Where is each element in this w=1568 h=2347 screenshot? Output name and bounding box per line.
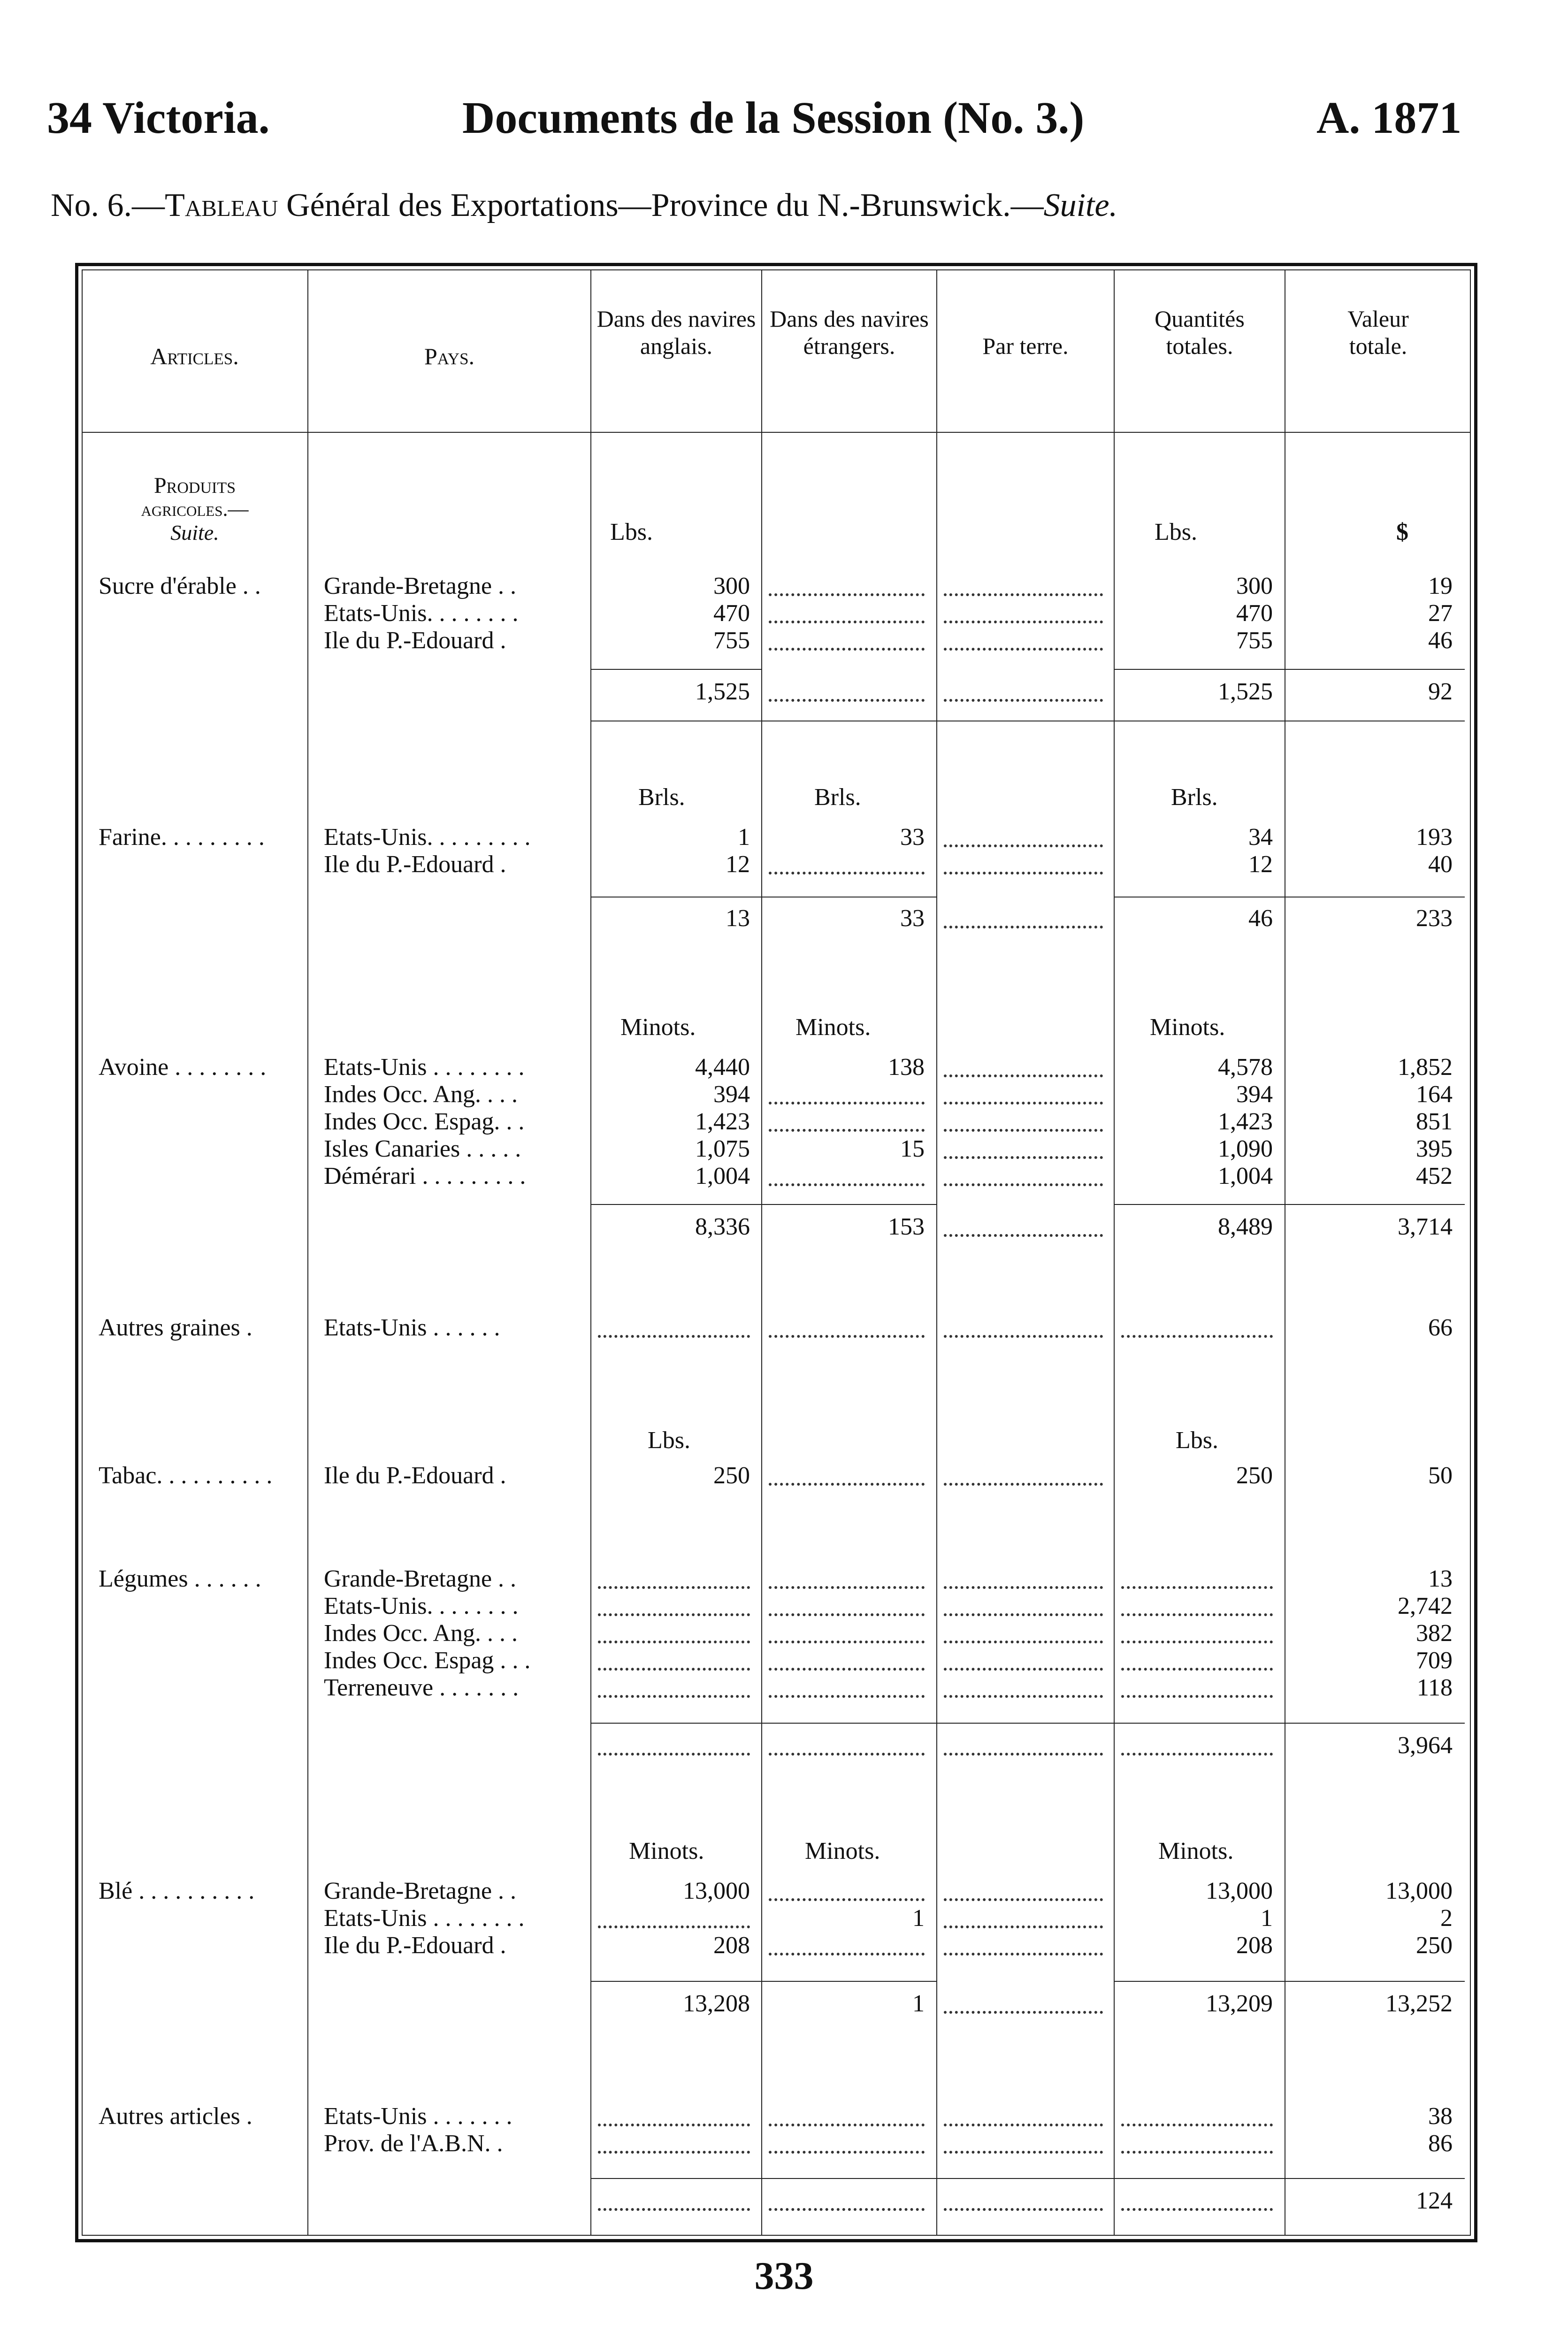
dot-leader [944,1102,1103,1104]
article-name: Autres graines . [99,1314,252,1341]
dot-leader [1121,2124,1273,2126]
dot-leader [944,844,1103,847]
cell-valeur: 382 [1416,1620,1453,1647]
cell-quantites: 755 [1236,627,1273,654]
cell-anglais: 208 [713,1932,750,1959]
dot-leader [944,1925,1103,1928]
cell-quantites: 1,004 [1218,1163,1273,1189]
title-prefix: No. 6.— [51,187,165,223]
dot-leader [944,1234,1103,1237]
dot-leader [1121,1695,1273,1698]
country-name: Etats-Unis . . . . . . [324,1314,500,1341]
sum-rule [590,2178,762,2179]
dot-leader [769,699,925,702]
dot-leader [769,593,925,596]
cell-quantites: 1,090 [1218,1135,1273,1162]
country-name: Ile du P.-Edouard . [324,851,506,878]
dot-leader [598,1668,750,1671]
cell-quantites: 250 [1236,1462,1273,1489]
cell-valeur: 46 [1428,627,1453,654]
cell-etrangers: 1 [912,1990,925,2017]
dot-leader [944,1753,1103,1756]
sum-rule [1285,2178,1465,2179]
dot-leader [598,1613,750,1616]
cell-quantites: 4,578 [1218,1054,1273,1081]
cell-valeur: 709 [1416,1647,1453,1674]
sum-rule [1114,2178,1285,2179]
cell-valeur: 124 [1416,2187,1453,2214]
cell-anglais: 1,423 [695,1108,750,1135]
unit-label: Lbs. [610,519,653,545]
cell-valeur: 118 [1416,1674,1453,1701]
running-header-right: A. 1871 [1316,92,1462,143]
cell-anglais: 1 [738,824,750,851]
dot-leader [1121,1753,1273,1756]
running-header-left: 34 Victoria. [47,92,270,143]
cell-anglais: 1,075 [695,1135,750,1162]
dot-leader [769,1695,925,1698]
dot-leader [769,1753,925,1756]
unit-label: Minots. [629,1838,704,1864]
cell-valeur: 50 [1428,1462,1453,1489]
cell-valeur: 2,742 [1398,1593,1453,1619]
column-header-articles: Articles. [150,343,239,369]
dot-leader [944,1586,1103,1589]
cell-etrangers: 138 [888,1054,925,1081]
article-name: Légumes . . . . . . [99,1565,261,1592]
dot-leader [598,1335,750,1338]
sum-rule [590,1723,762,1724]
country-name: Ile du P.-Edouard . [324,1462,506,1489]
unit-label: $ [1396,519,1408,545]
cell-valeur: 86 [1428,2130,1453,2157]
cell-valeur: 66 [1428,1314,1453,1341]
sum-rule [761,1981,937,1982]
dot-leader [944,1641,1103,1643]
dot-leader [944,1129,1103,1132]
dot-leader [944,1695,1103,1698]
dot-leader [944,2124,1103,2126]
unit-label: Minots. [795,1014,871,1041]
country-name: Grande-Bretagne . . [324,1565,517,1592]
sum-rule [761,1204,937,1205]
dot-leader [944,926,1103,928]
dot-leader [598,1925,750,1928]
country-name: Indes Occ. Ang. . . . [324,1620,518,1647]
column-header-navires-anglais: Dans des navires anglais. [597,306,756,359]
cell-quantites: 13,000 [1206,1878,1273,1904]
cell-valeur: 27 [1428,600,1453,627]
unit-label: Minots. [1158,1838,1234,1864]
dot-leader [769,1335,925,1338]
cell-etrangers: 1 [912,1905,925,1932]
article-name: Blé . . . . . . . . . . [99,1878,255,1904]
dot-leader [769,2208,925,2211]
dot-leader [944,1953,1103,1956]
running-header-center: Documents de la Session (No. 3.) [462,92,1085,143]
cell-anglais: 12 [726,851,750,878]
column-rule [761,269,762,2236]
cell-valeur: 233 [1416,905,1453,932]
unit-label: Lbs. [1155,519,1197,545]
cell-etrangers: 15 [900,1135,925,1162]
column-header-pays: Pays. [424,343,475,369]
cell-quantites: 12 [1248,851,1273,878]
dot-leader [769,1129,925,1132]
dot-leader [944,1483,1103,1486]
dot-leader [769,2124,925,2126]
cell-anglais: 250 [713,1462,750,1489]
sum-rule [936,1723,1115,1724]
dot-leader [944,593,1103,596]
dot-leader [598,1586,750,1589]
dot-leader [1121,1613,1273,1616]
dot-leader [598,1753,750,1756]
country-name: Isles Canaries . . . . . [324,1135,521,1162]
country-name: Grande-Bretagne . . [324,573,517,599]
cell-anglais: 13 [726,905,750,932]
article-name: Tabac. . . . . . . . . . [99,1462,273,1489]
dot-leader [769,1102,925,1104]
sum-rule [761,2178,937,2179]
sum-rule [936,2178,1115,2179]
country-name: Ile du P.-Edouard . [324,627,506,654]
cell-valeur: 164 [1416,1081,1453,1108]
cell-anglais: 755 [713,627,750,654]
country-name: Etats-Unis . . . . . . . . [324,1054,525,1081]
country-name: Démérari . . . . . . . . . [324,1163,526,1189]
dot-leader [598,2124,750,2126]
dot-leader [944,648,1103,651]
sum-rule [1114,1723,1285,1724]
cell-anglais: 394 [713,1081,750,1108]
dot-leader [769,1483,925,1486]
column-header-par-terre: Par terre. [982,333,1069,359]
sum-rule [1285,1981,1465,1982]
dot-leader [944,1183,1103,1186]
column-rule [590,269,591,2236]
cell-valeur: 92 [1428,678,1453,705]
title-suite: Suite. [1043,187,1118,223]
cell-valeur: 3,714 [1398,1213,1453,1240]
cell-quantites: 1,423 [1218,1108,1273,1135]
section-heading [94,474,296,545]
cell-quantites: 1 [1261,1905,1273,1932]
sum-rule [1114,1981,1285,1982]
cell-quantites: 300 [1236,573,1273,599]
dot-leader [944,2208,1103,2211]
unit-label: Brls. [638,784,685,811]
dot-leader [1121,2151,1273,2154]
cell-anglais: 1,525 [695,678,750,705]
dot-leader [598,2151,750,2154]
cell-valeur: 452 [1416,1163,1453,1189]
title-text: Général des Exportations—Province du N.-Brunswick.— [278,187,1044,223]
column-header-quantites-totales: Quantités totales. [1155,306,1245,359]
dot-leader [1121,1641,1273,1643]
cell-valeur: 13,000 [1385,1878,1453,1904]
article-name: Farine. . . . . . . . . [99,824,265,851]
cell-valeur: 1,852 [1398,1054,1453,1081]
cell-anglais: 300 [713,573,750,599]
dot-leader [944,872,1103,874]
cell-quantites: 208 [1236,1932,1273,1959]
sum-rule [1114,1204,1285,1205]
country-name: Terreneuve . . . . . . . [324,1674,519,1701]
section-heading-line1: Produits [153,473,236,498]
country-name: Etats-Unis . . . . . . . . [324,1905,525,1932]
article-name: Autres articles . [99,2103,252,2130]
sum-rule [1285,669,1465,670]
cell-etrangers: 33 [900,824,925,851]
dot-leader [769,1953,925,1956]
section-heading-line2: agricoles.— [141,498,249,521]
cell-quantites: 34 [1248,824,1273,851]
cell-anglais: 470 [713,600,750,627]
sum-rule [1285,1204,1465,1205]
country-name: Indes Occ. Espag. . . [324,1108,525,1135]
column-rule [936,269,937,2236]
unit-label: Lbs. [648,1427,690,1454]
country-name: Grande-Bretagne . . [324,1878,517,1904]
country-name: Etats-Unis. . . . . . . . [324,1593,519,1619]
article-name: Sucre d'érable . . [99,573,261,599]
cell-anglais: 4,440 [695,1054,750,1081]
dot-leader [769,1183,925,1186]
unit-label: Minots. [805,1838,880,1864]
cell-valeur: 40 [1428,851,1453,878]
cell-valeur: 3,964 [1398,1732,1453,1759]
dot-leader [769,1641,925,1643]
unit-label: Brls. [814,784,861,811]
sum-rule [1114,669,1285,670]
country-name: Indes Occ. Espag . . . [324,1647,531,1674]
country-name: Ile du P.-Edouard . [324,1932,506,1959]
dot-leader [1121,1586,1273,1589]
sum-rule [761,1723,937,1724]
cell-anglais: 13,000 [683,1878,750,1904]
cell-anglais: 8,336 [695,1213,750,1240]
page-number: 333 [754,2254,814,2298]
country-name: Prov. de l'A.B.N. . [324,2130,503,2157]
cell-valeur: 19 [1428,573,1453,599]
dot-leader [944,1898,1103,1901]
dot-leader [944,621,1103,623]
dot-leader [769,648,925,651]
dot-leader [1121,1335,1273,1338]
header-rule [82,432,1471,433]
cell-valeur: 851 [1416,1108,1453,1135]
cell-valeur: 13 [1428,1565,1453,1592]
column-header-valeur-totale: Valeur totale. [1347,306,1409,359]
cell-valeur: 38 [1428,2103,1453,2130]
title-tableau: Tableau [165,187,278,223]
dot-leader [769,1668,925,1671]
table-title [51,187,1117,224]
cell-quantites: 13,209 [1206,1990,1273,2017]
cell-etrangers: 153 [888,1213,925,1240]
section-heading-line3: Suite. [170,521,219,545]
column-rule [307,269,308,2236]
country-name: Etats-Unis. . . . . . . . [324,600,519,627]
article-name: Avoine . . . . . . . . [99,1054,267,1081]
cell-quantites: 8,489 [1218,1213,1273,1240]
dot-leader [944,1335,1103,1338]
sum-rule [1285,1723,1465,1724]
dot-leader [944,699,1103,702]
cell-anglais: 13,208 [683,1990,750,2017]
cell-etrangers: 33 [900,905,925,932]
country-name: Etats-Unis. . . . . . . . . [324,824,531,851]
cell-valeur: 395 [1416,1135,1453,1162]
sum-rule [590,1981,762,1982]
dot-leader [769,1613,925,1616]
cell-quantites: 394 [1236,1081,1273,1108]
dot-leader [944,1074,1103,1077]
sum-rule [590,1204,762,1205]
cell-valeur: 193 [1416,824,1453,851]
unit-label: Minots. [1150,1014,1225,1041]
cell-quantites: 1,525 [1218,678,1273,705]
dot-leader [769,2151,925,2154]
dot-leader [598,2208,750,2211]
cell-quantites: 470 [1236,600,1273,627]
unit-label: Brls. [1171,784,1218,811]
dot-leader [944,1613,1103,1616]
unit-label: Lbs. [1176,1427,1218,1454]
cell-anglais: 1,004 [695,1163,750,1189]
cell-valeur: 2 [1440,1905,1453,1932]
unit-label: Minots. [620,1014,696,1041]
column-header-navires-etrangers: Dans des navires étrangers. [770,306,929,359]
dot-leader [944,1156,1103,1159]
dot-leader [1121,1668,1273,1671]
dot-leader [769,1586,925,1589]
cell-valeur: 13,252 [1385,1990,1453,2017]
dot-leader [944,2151,1103,2154]
dot-leader [769,621,925,623]
dot-leader [944,1668,1103,1671]
dot-leader [598,1641,750,1643]
cell-valeur: 250 [1416,1932,1453,1959]
country-name: Indes Occ. Ang. . . . [324,1081,518,1108]
dot-leader [769,872,925,874]
dot-leader [598,1695,750,1698]
dot-leader [944,2011,1103,2014]
dot-leader [1121,2208,1273,2211]
cell-quantites: 46 [1248,905,1273,932]
country-name: Etats-Unis . . . . . . . [324,2103,512,2130]
column-rule [1114,269,1115,2236]
sum-rule [590,669,762,670]
dot-leader [769,1898,925,1901]
